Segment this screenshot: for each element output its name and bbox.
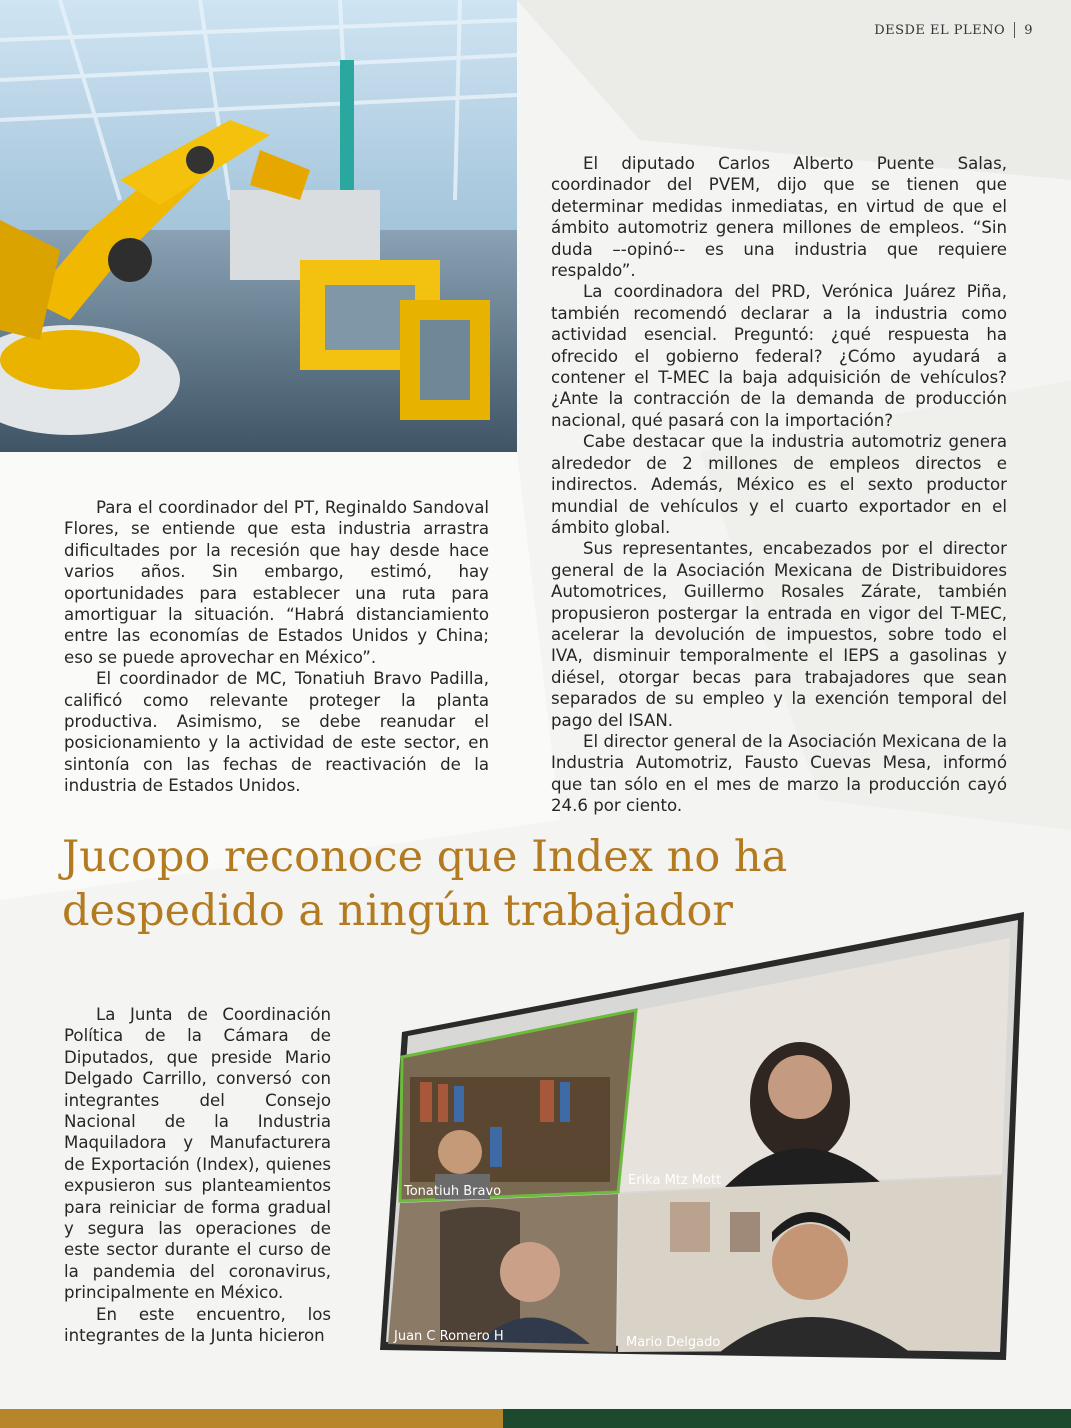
left-column	[64, 497, 489, 797]
paragraph: La Junta de Coordinación Política de la Cámara de Diputados, que preside Mario Delgado Carrillo, conversó con integrantes del Consejo Nacional de la Industria Maquiladora y Manufacturera de Exportación (Index), quienes expusieron sus planteamientos para reiniciar de forma gradual y segura las operaciones de este sector durante el curso de la pandemia del coronavirus, principalmente en México.	[64, 1005, 331, 1303]
participant-name-2: Erika Mtz Mott	[628, 1173, 722, 1188]
header-divider	[1014, 22, 1015, 38]
participant-name-4: Mario Delgado	[626, 1335, 721, 1350]
running-header	[874, 22, 1033, 38]
headline-line-2: despedido a ningún trabajador	[62, 886, 733, 936]
paragraph: Para el coordinador del PT, Reginaldo Sandoval Flores, se entiende que esta industria arrastra dificultades por la recesión que hay desde hace varios años. Sin embargo, estimó, hay oportunidades para establecer una ruta para amortiguar la situación. “Habrá distanciamiento entre las economías de Estados Unidos y China; eso se puede aprovechar en México”.	[64, 498, 489, 667]
participant-name-1: Tonatiuh Bravo	[404, 1184, 502, 1199]
video-call-photo	[380, 912, 1025, 1360]
page-number: 9	[1024, 22, 1033, 38]
footer-bar-gold	[0, 1409, 503, 1428]
factory-robots-photo	[0, 0, 517, 452]
right-column	[551, 153, 1007, 817]
paragraph: Cabe destacar que la industria automotriz genera alrededor de 2 millones de empleos directos e indirectos. Además, México es el sexto productor mundial de vehículos y el cuarto exportador en el ámbito global.	[551, 432, 1007, 537]
paragraph: Sus representantes, encabezados por el director general de la Asociación Mexicana de Distribuidores Automotrices, Guillermo Rosales Zárate, también propusieron postergar la entrada en vigor del T-MEC, acelerar la devolución de impuestos, sobre todo el IVA, disminuir temporalmente el IEPS a gasolinas y diésel, otorgar becas para trabajadores que sean separados de su empleo y la exención temporal del pago del ISAN.	[551, 539, 1007, 730]
headline-line-1: Jucopo reconoce que Index no ha	[62, 832, 788, 882]
participant-name-3: Juan C Romero H	[394, 1329, 504, 1344]
section-title: DESDE EL PLENO	[874, 22, 1006, 38]
footer-bar-green	[503, 1409, 1071, 1428]
lower-column	[64, 1004, 331, 1347]
paragraph: El coordinador de MC, Tonatiuh Bravo Padilla, calificó como relevante proteger la planta productiva. Asimismo, se debe reanudar el posicionamiento y la actividad de este sector, en sintonía con las fechas de reactivación de la industria de Estados Unidos.	[64, 669, 489, 796]
paragraph: La coordinadora del PRD, Verónica Juárez Piña, también recomendó declarar a la industria como actividad esencial. Preguntó: ¿qué respuesta ha ofrecido el gobierno federal? ¿Cómo ayudará a contener el T-MEC la baja adquisición de vehículos? ¿Ante la contracción de la demanda de producción nacional, qué pasará con la importación?	[551, 282, 1007, 430]
paragraph: El director general de la Asociación Mexicana de la Industria Automotriz, Fausto Cuevas Mesa, informó que tan sólo en el mes de marzo la producción cayó 24.6 por ciento.	[551, 731, 1007, 816]
paragraph: En este encuentro, los integrantes de la Junta hicieron	[64, 1304, 331, 1346]
paragraph: El diputado Carlos Alberto Puente Salas, coordinador del PVEM, dijo que se tienen que determinar medidas inmediatas, en virtud de que el ámbito automotriz genera millones de empleos. “Sin duda –-opinó-- es una industria que requiere respaldo”.	[551, 154, 1007, 281]
